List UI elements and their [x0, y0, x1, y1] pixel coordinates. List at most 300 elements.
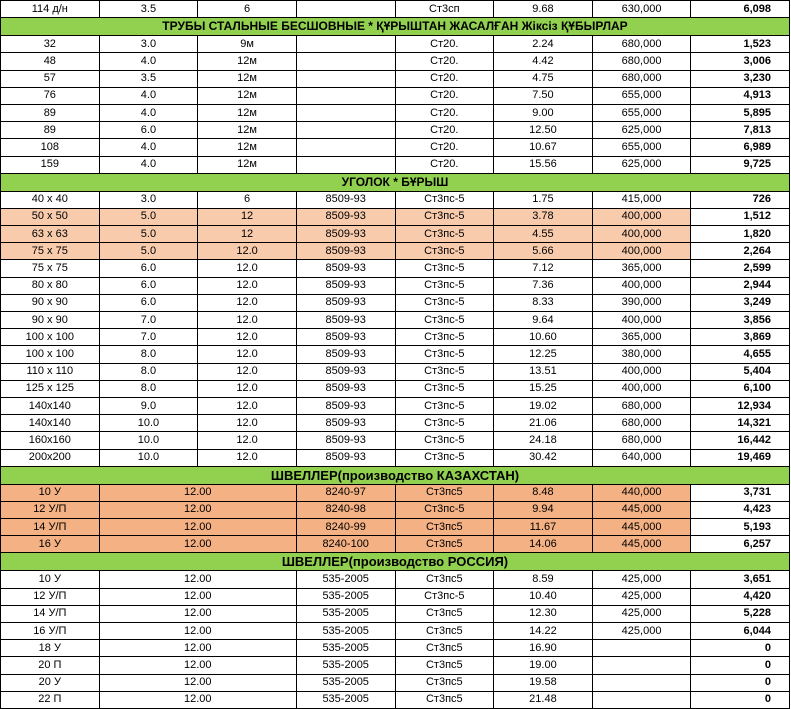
length-cell: 12.0 — [198, 380, 297, 397]
length-cell: 12.0 — [198, 243, 297, 260]
table-row — [1, 605, 790, 622]
length-cell: 12.00 — [99, 571, 296, 588]
table-row — [1, 139, 790, 156]
total-cell: 19,469 — [691, 449, 790, 466]
price-cell: 680,000 — [592, 432, 691, 449]
steel-grade-cell: Ст3пс5 — [395, 605, 494, 622]
size-cell: 10 У — [1, 484, 100, 501]
table-row — [1, 260, 790, 277]
size-cell: 40 х 40 — [1, 191, 100, 208]
table-row — [1, 484, 790, 501]
size-cell: 10 У — [1, 571, 100, 588]
length-cell: 12.0 — [198, 329, 297, 346]
length-cell: 12м — [198, 122, 297, 139]
steel-grade-cell: Ст3пс-5 — [395, 260, 494, 277]
table-row — [1, 87, 790, 104]
gost-cell — [296, 53, 395, 70]
price-cell: 365,000 — [592, 329, 691, 346]
weight-cell: 1.75 — [494, 191, 593, 208]
size-cell: 16 У/П — [1, 623, 100, 640]
table-row — [1, 329, 790, 346]
table-row — [1, 191, 790, 208]
price-cell: 365,000 — [592, 260, 691, 277]
weight-cell: 30.42 — [494, 449, 593, 466]
total-cell: 726 — [691, 191, 790, 208]
weight-cell: 13.51 — [494, 363, 593, 380]
gost-cell — [296, 156, 395, 173]
weight-cell: 16.90 — [494, 640, 593, 657]
price-cell: 425,000 — [592, 571, 691, 588]
steel-grade-cell: Ст3пс5 — [395, 691, 494, 708]
thickness-cell: 7.0 — [99, 329, 198, 346]
section-title: УГОЛОК * БҰРЫШ — [1, 173, 790, 191]
gost-cell: 8240-98 — [296, 501, 395, 518]
steel-grade-cell: Ст20. — [395, 139, 494, 156]
table-row — [1, 243, 790, 260]
size-cell: 80 х 80 — [1, 277, 100, 294]
size-cell: 14 У/П — [1, 605, 100, 622]
gost-cell: 8509-93 — [296, 397, 395, 414]
size-cell: 22 П — [1, 691, 100, 708]
gost-cell — [296, 1, 395, 18]
steel-grade-cell: Ст3пс5 — [395, 640, 494, 657]
weight-cell: 12.30 — [494, 605, 593, 622]
weight-cell: 9.00 — [494, 104, 593, 121]
section-header-row — [1, 18, 790, 36]
total-cell: 4,420 — [691, 588, 790, 605]
thickness-cell: 5.0 — [99, 243, 198, 260]
size-cell: 140x140 — [1, 415, 100, 432]
thickness-cell: 4.0 — [99, 156, 198, 173]
weight-cell: 8.48 — [494, 484, 593, 501]
length-cell: 12м — [198, 139, 297, 156]
table-row — [1, 1, 790, 18]
steel-grade-cell: Ст3пс-5 — [395, 208, 494, 225]
steel-grade-cell: Ст3пс-5 — [395, 191, 494, 208]
size-cell: 48 — [1, 53, 100, 70]
steel-grade-cell: Ст3пс5 — [395, 536, 494, 553]
table-row — [1, 501, 790, 518]
steel-grade-cell: Ст20. — [395, 156, 494, 173]
gost-cell — [296, 122, 395, 139]
table-row — [1, 657, 790, 674]
size-cell: 140x140 — [1, 397, 100, 414]
gost-cell — [296, 36, 395, 53]
weight-cell: 4.42 — [494, 53, 593, 70]
table-row — [1, 104, 790, 121]
table-row — [1, 571, 790, 588]
thickness-cell: 6.0 — [99, 294, 198, 311]
table-row — [1, 623, 790, 640]
price-cell: 680,000 — [592, 397, 691, 414]
gost-cell: 8509-93 — [296, 363, 395, 380]
thickness-cell: 4.0 — [99, 104, 198, 121]
total-cell: 12,934 — [691, 397, 790, 414]
thickness-cell: 8.0 — [99, 363, 198, 380]
total-cell: 0 — [691, 657, 790, 674]
price-cell: 400,000 — [592, 380, 691, 397]
total-cell: 2,599 — [691, 260, 790, 277]
total-cell: 0 — [691, 640, 790, 657]
price-cell — [592, 640, 691, 657]
thickness-cell: 4.0 — [99, 87, 198, 104]
price-cell: 445,000 — [592, 536, 691, 553]
length-cell: 6 — [198, 191, 297, 208]
price-cell: 630,000 — [592, 1, 691, 18]
length-cell: 12.00 — [99, 674, 296, 691]
section-title: ТРУБЫ СТАЛЬНЫЕ БЕСШОВНЫЕ * ҚҰРЫШТАН ЖАСАЛҒАН Жіксіз ҚҰБЫРЛАР — [1, 18, 790, 36]
gost-cell: 8509-93 — [296, 449, 395, 466]
steel-grade-cell: Ст3пс-5 — [395, 501, 494, 518]
steel-grade-cell: Ст3пс5 — [395, 674, 494, 691]
weight-cell: 10.67 — [494, 139, 593, 156]
thickness-cell: 6.0 — [99, 260, 198, 277]
size-cell: 75 х 75 — [1, 243, 100, 260]
gost-cell: 8509-93 — [296, 260, 395, 277]
length-cell: 12м — [198, 104, 297, 121]
price-cell — [592, 674, 691, 691]
total-cell: 7,813 — [691, 122, 790, 139]
table-row — [1, 536, 790, 553]
gost-cell: 535-2005 — [296, 623, 395, 640]
price-cell: 400,000 — [592, 226, 691, 243]
total-cell: 5,228 — [691, 605, 790, 622]
gost-cell: 8509-93 — [296, 191, 395, 208]
table-row — [1, 449, 790, 466]
weight-cell: 10.40 — [494, 588, 593, 605]
length-cell: 12.00 — [99, 536, 296, 553]
length-cell: 12.00 — [99, 501, 296, 518]
length-cell: 12.0 — [198, 346, 297, 363]
length-cell: 12.0 — [198, 277, 297, 294]
weight-cell: 24.18 — [494, 432, 593, 449]
gost-cell: 8509-93 — [296, 312, 395, 329]
thickness-cell: 5.0 — [99, 208, 198, 225]
length-cell: 12м — [198, 53, 297, 70]
total-cell: 3,249 — [691, 294, 790, 311]
gost-cell: 535-2005 — [296, 588, 395, 605]
size-cell: 18 У — [1, 640, 100, 657]
length-cell: 12 — [198, 208, 297, 225]
weight-cell: 14.22 — [494, 623, 593, 640]
weight-cell: 21.48 — [494, 691, 593, 708]
price-cell: 400,000 — [592, 208, 691, 225]
weight-cell: 7.36 — [494, 277, 593, 294]
price-cell: 400,000 — [592, 243, 691, 260]
thickness-cell: 6.0 — [99, 122, 198, 139]
total-cell: 9,725 — [691, 156, 790, 173]
steel-grade-cell: Ст3пс-5 — [395, 415, 494, 432]
total-cell: 4,423 — [691, 501, 790, 518]
price-cell: 680,000 — [592, 70, 691, 87]
steel-grade-cell: Ст3пс5 — [395, 484, 494, 501]
steel-grade-cell: Ст3пс5 — [395, 623, 494, 640]
gost-cell: 8509-93 — [296, 208, 395, 225]
section-header-row — [1, 466, 790, 484]
price-cell: 440,000 — [592, 484, 691, 501]
size-cell: 32 — [1, 36, 100, 53]
table-row — [1, 363, 790, 380]
weight-cell: 21.06 — [494, 415, 593, 432]
table-row — [1, 588, 790, 605]
length-cell: 12 — [198, 226, 297, 243]
thickness-cell: 3.5 — [99, 70, 198, 87]
total-cell: 3,731 — [691, 484, 790, 501]
total-cell: 3,006 — [691, 53, 790, 70]
table-row — [1, 380, 790, 397]
total-cell: 5,895 — [691, 104, 790, 121]
price-cell: 400,000 — [592, 363, 691, 380]
thickness-cell: 8.0 — [99, 346, 198, 363]
price-cell: 400,000 — [592, 277, 691, 294]
size-cell: 63 х 63 — [1, 226, 100, 243]
length-cell: 6 — [198, 1, 297, 18]
section-header-row — [1, 553, 790, 571]
price-cell: 680,000 — [592, 53, 691, 70]
weight-cell: 12.50 — [494, 122, 593, 139]
table-row — [1, 346, 790, 363]
total-cell: 3,856 — [691, 312, 790, 329]
table-row — [1, 415, 790, 432]
price-cell: 655,000 — [592, 87, 691, 104]
steel-grade-cell: Ст20. — [395, 122, 494, 139]
steel-grade-cell: Ст3пс-5 — [395, 329, 494, 346]
gost-cell: 8240-99 — [296, 519, 395, 536]
total-cell: 5,193 — [691, 519, 790, 536]
steel-grade-cell: Ст3пс-5 — [395, 432, 494, 449]
thickness-cell: 5.0 — [99, 226, 198, 243]
size-cell: 57 — [1, 70, 100, 87]
gost-cell: 8509-93 — [296, 294, 395, 311]
price-cell: 655,000 — [592, 139, 691, 156]
thickness-cell: 4.0 — [99, 53, 198, 70]
table-row — [1, 640, 790, 657]
total-cell: 6,989 — [691, 139, 790, 156]
total-cell: 6,044 — [691, 623, 790, 640]
section-header-row — [1, 173, 790, 191]
gost-cell: 8509-93 — [296, 380, 395, 397]
gost-cell: 535-2005 — [296, 605, 395, 622]
thickness-cell: 6.0 — [99, 277, 198, 294]
size-cell: 89 — [1, 104, 100, 121]
thickness-cell: 10.0 — [99, 415, 198, 432]
steel-grade-cell: Ст3пс5 — [395, 571, 494, 588]
size-cell: 100 х 100 — [1, 346, 100, 363]
price-cell: 625,000 — [592, 156, 691, 173]
steel-grade-cell: Ст3сп — [395, 1, 494, 18]
length-cell: 12.00 — [99, 640, 296, 657]
weight-cell: 14.06 — [494, 536, 593, 553]
price-cell: 380,000 — [592, 346, 691, 363]
length-cell: 12.0 — [198, 432, 297, 449]
total-cell: 16,442 — [691, 432, 790, 449]
steel-grade-cell: Ст3пс-5 — [395, 226, 494, 243]
price-cell: 425,000 — [592, 623, 691, 640]
weight-cell: 15.56 — [494, 156, 593, 173]
size-cell: 75 х 75 — [1, 260, 100, 277]
thickness-cell: 3.0 — [99, 191, 198, 208]
thickness-cell: 9.0 — [99, 397, 198, 414]
length-cell: 12.0 — [198, 449, 297, 466]
table-row — [1, 294, 790, 311]
gost-cell: 535-2005 — [296, 571, 395, 588]
total-cell: 3,651 — [691, 571, 790, 588]
size-cell: 160x160 — [1, 432, 100, 449]
steel-grade-cell: Ст3пс-5 — [395, 243, 494, 260]
size-cell: 90 х 90 — [1, 312, 100, 329]
total-cell: 6,098 — [691, 1, 790, 18]
gost-cell: 535-2005 — [296, 640, 395, 657]
total-cell: 2,944 — [691, 277, 790, 294]
length-cell: 12.0 — [198, 294, 297, 311]
steel-grade-cell: Ст3пс-5 — [395, 312, 494, 329]
price-cell: 655,000 — [592, 104, 691, 121]
price-cell: 680,000 — [592, 36, 691, 53]
weight-cell: 7.50 — [494, 87, 593, 104]
price-cell: 390,000 — [592, 294, 691, 311]
length-cell: 12.00 — [99, 588, 296, 605]
table-row — [1, 432, 790, 449]
gost-cell: 8509-93 — [296, 226, 395, 243]
total-cell: 1,820 — [691, 226, 790, 243]
length-cell: 12.00 — [99, 519, 296, 536]
weight-cell: 19.58 — [494, 674, 593, 691]
total-cell: 4,913 — [691, 87, 790, 104]
length-cell: 12м — [198, 87, 297, 104]
size-cell: 159 — [1, 156, 100, 173]
steel-grade-cell: Ст3пс-5 — [395, 363, 494, 380]
total-cell: 4,655 — [691, 346, 790, 363]
table-row — [1, 519, 790, 536]
size-cell: 12 У/П — [1, 588, 100, 605]
steel-grade-cell: Ст3пс-5 — [395, 449, 494, 466]
gost-cell — [296, 139, 395, 156]
table-row — [1, 674, 790, 691]
steel-grade-cell: Ст20. — [395, 53, 494, 70]
weight-cell: 11.67 — [494, 519, 593, 536]
length-cell: 12.00 — [99, 623, 296, 640]
table-row — [1, 397, 790, 414]
total-cell: 3,230 — [691, 70, 790, 87]
section-title: ШВЕЛЛЕР(производство КАЗАХСТАН) — [1, 466, 790, 484]
total-cell: 0 — [691, 674, 790, 691]
steel-grade-cell: Ст3пс5 — [395, 519, 494, 536]
price-cell — [592, 657, 691, 674]
steel-grade-cell: Ст20. — [395, 87, 494, 104]
weight-cell: 8.33 — [494, 294, 593, 311]
thickness-cell: 4.0 — [99, 139, 198, 156]
length-cell: 12.00 — [99, 691, 296, 708]
weight-cell: 2.24 — [494, 36, 593, 53]
size-cell: 200x200 — [1, 449, 100, 466]
length-cell: 9м — [198, 36, 297, 53]
weight-cell: 8.59 — [494, 571, 593, 588]
price-table-body — [1, 1, 790, 709]
weight-cell: 19.00 — [494, 657, 593, 674]
gost-cell: 8509-93 — [296, 277, 395, 294]
gost-cell: 535-2005 — [296, 691, 395, 708]
length-cell: 12м — [198, 70, 297, 87]
weight-cell: 10.60 — [494, 329, 593, 346]
total-cell: 6,257 — [691, 536, 790, 553]
weight-cell: 12.25 — [494, 346, 593, 363]
total-cell: 2,264 — [691, 243, 790, 260]
size-cell: 100 х 100 — [1, 329, 100, 346]
size-cell: 114 д/н — [1, 1, 100, 18]
thickness-cell: 10.0 — [99, 432, 198, 449]
steel-grade-cell: Ст20. — [395, 70, 494, 87]
size-cell: 16 У — [1, 536, 100, 553]
gost-cell — [296, 87, 395, 104]
total-cell: 0 — [691, 691, 790, 708]
gost-cell: 8509-93 — [296, 243, 395, 260]
price-cell: 445,000 — [592, 501, 691, 518]
length-cell: 12.00 — [99, 484, 296, 501]
steel-grade-cell: Ст3пс5 — [395, 657, 494, 674]
length-cell: 12м — [198, 156, 297, 173]
steel-grade-cell: Ст3пс-5 — [395, 277, 494, 294]
length-cell: 12.0 — [198, 312, 297, 329]
price-cell: 425,000 — [592, 605, 691, 622]
size-cell: 20 П — [1, 657, 100, 674]
price-cell: 425,000 — [592, 588, 691, 605]
price-cell: 415,000 — [592, 191, 691, 208]
weight-cell: 4.55 — [494, 226, 593, 243]
section-title: ШВЕЛЛЕР(производство РОССИЯ) — [1, 553, 790, 571]
size-cell: 125 х 125 — [1, 380, 100, 397]
weight-cell: 9.68 — [494, 1, 593, 18]
total-cell: 14,321 — [691, 415, 790, 432]
size-cell: 12 У/П — [1, 501, 100, 518]
price-cell: 640,000 — [592, 449, 691, 466]
size-cell: 108 — [1, 139, 100, 156]
weight-cell: 9.64 — [494, 312, 593, 329]
steel-grade-cell: Ст3пс-5 — [395, 397, 494, 414]
price-cell: 680,000 — [592, 415, 691, 432]
table-row — [1, 312, 790, 329]
total-cell: 3,869 — [691, 329, 790, 346]
price-cell: 400,000 — [592, 312, 691, 329]
steel-grade-cell: Ст20. — [395, 36, 494, 53]
gost-cell: 8509-93 — [296, 415, 395, 432]
thickness-cell: 3.5 — [99, 1, 198, 18]
size-cell: 76 — [1, 87, 100, 104]
table-row — [1, 277, 790, 294]
gost-cell: 8240-97 — [296, 484, 395, 501]
table-row — [1, 208, 790, 225]
total-cell: 1,523 — [691, 36, 790, 53]
price-cell: 445,000 — [592, 519, 691, 536]
size-cell: 14 У/П — [1, 519, 100, 536]
length-cell: 12.0 — [198, 260, 297, 277]
size-cell: 50 х 50 — [1, 208, 100, 225]
steel-grade-cell: Ст20. — [395, 104, 494, 121]
length-cell: 12.0 — [198, 415, 297, 432]
total-cell: 1,512 — [691, 208, 790, 225]
price-cell: 625,000 — [592, 122, 691, 139]
table-row — [1, 156, 790, 173]
length-cell: 12.0 — [198, 363, 297, 380]
gost-cell: 8509-93 — [296, 346, 395, 363]
length-cell: 12.00 — [99, 657, 296, 674]
thickness-cell: 8.0 — [99, 380, 198, 397]
total-cell: 6,100 — [691, 380, 790, 397]
gost-cell — [296, 104, 395, 121]
gost-cell — [296, 70, 395, 87]
table-row — [1, 122, 790, 139]
steel-grade-cell: Ст3пс-5 — [395, 588, 494, 605]
weight-cell: 19.02 — [494, 397, 593, 414]
